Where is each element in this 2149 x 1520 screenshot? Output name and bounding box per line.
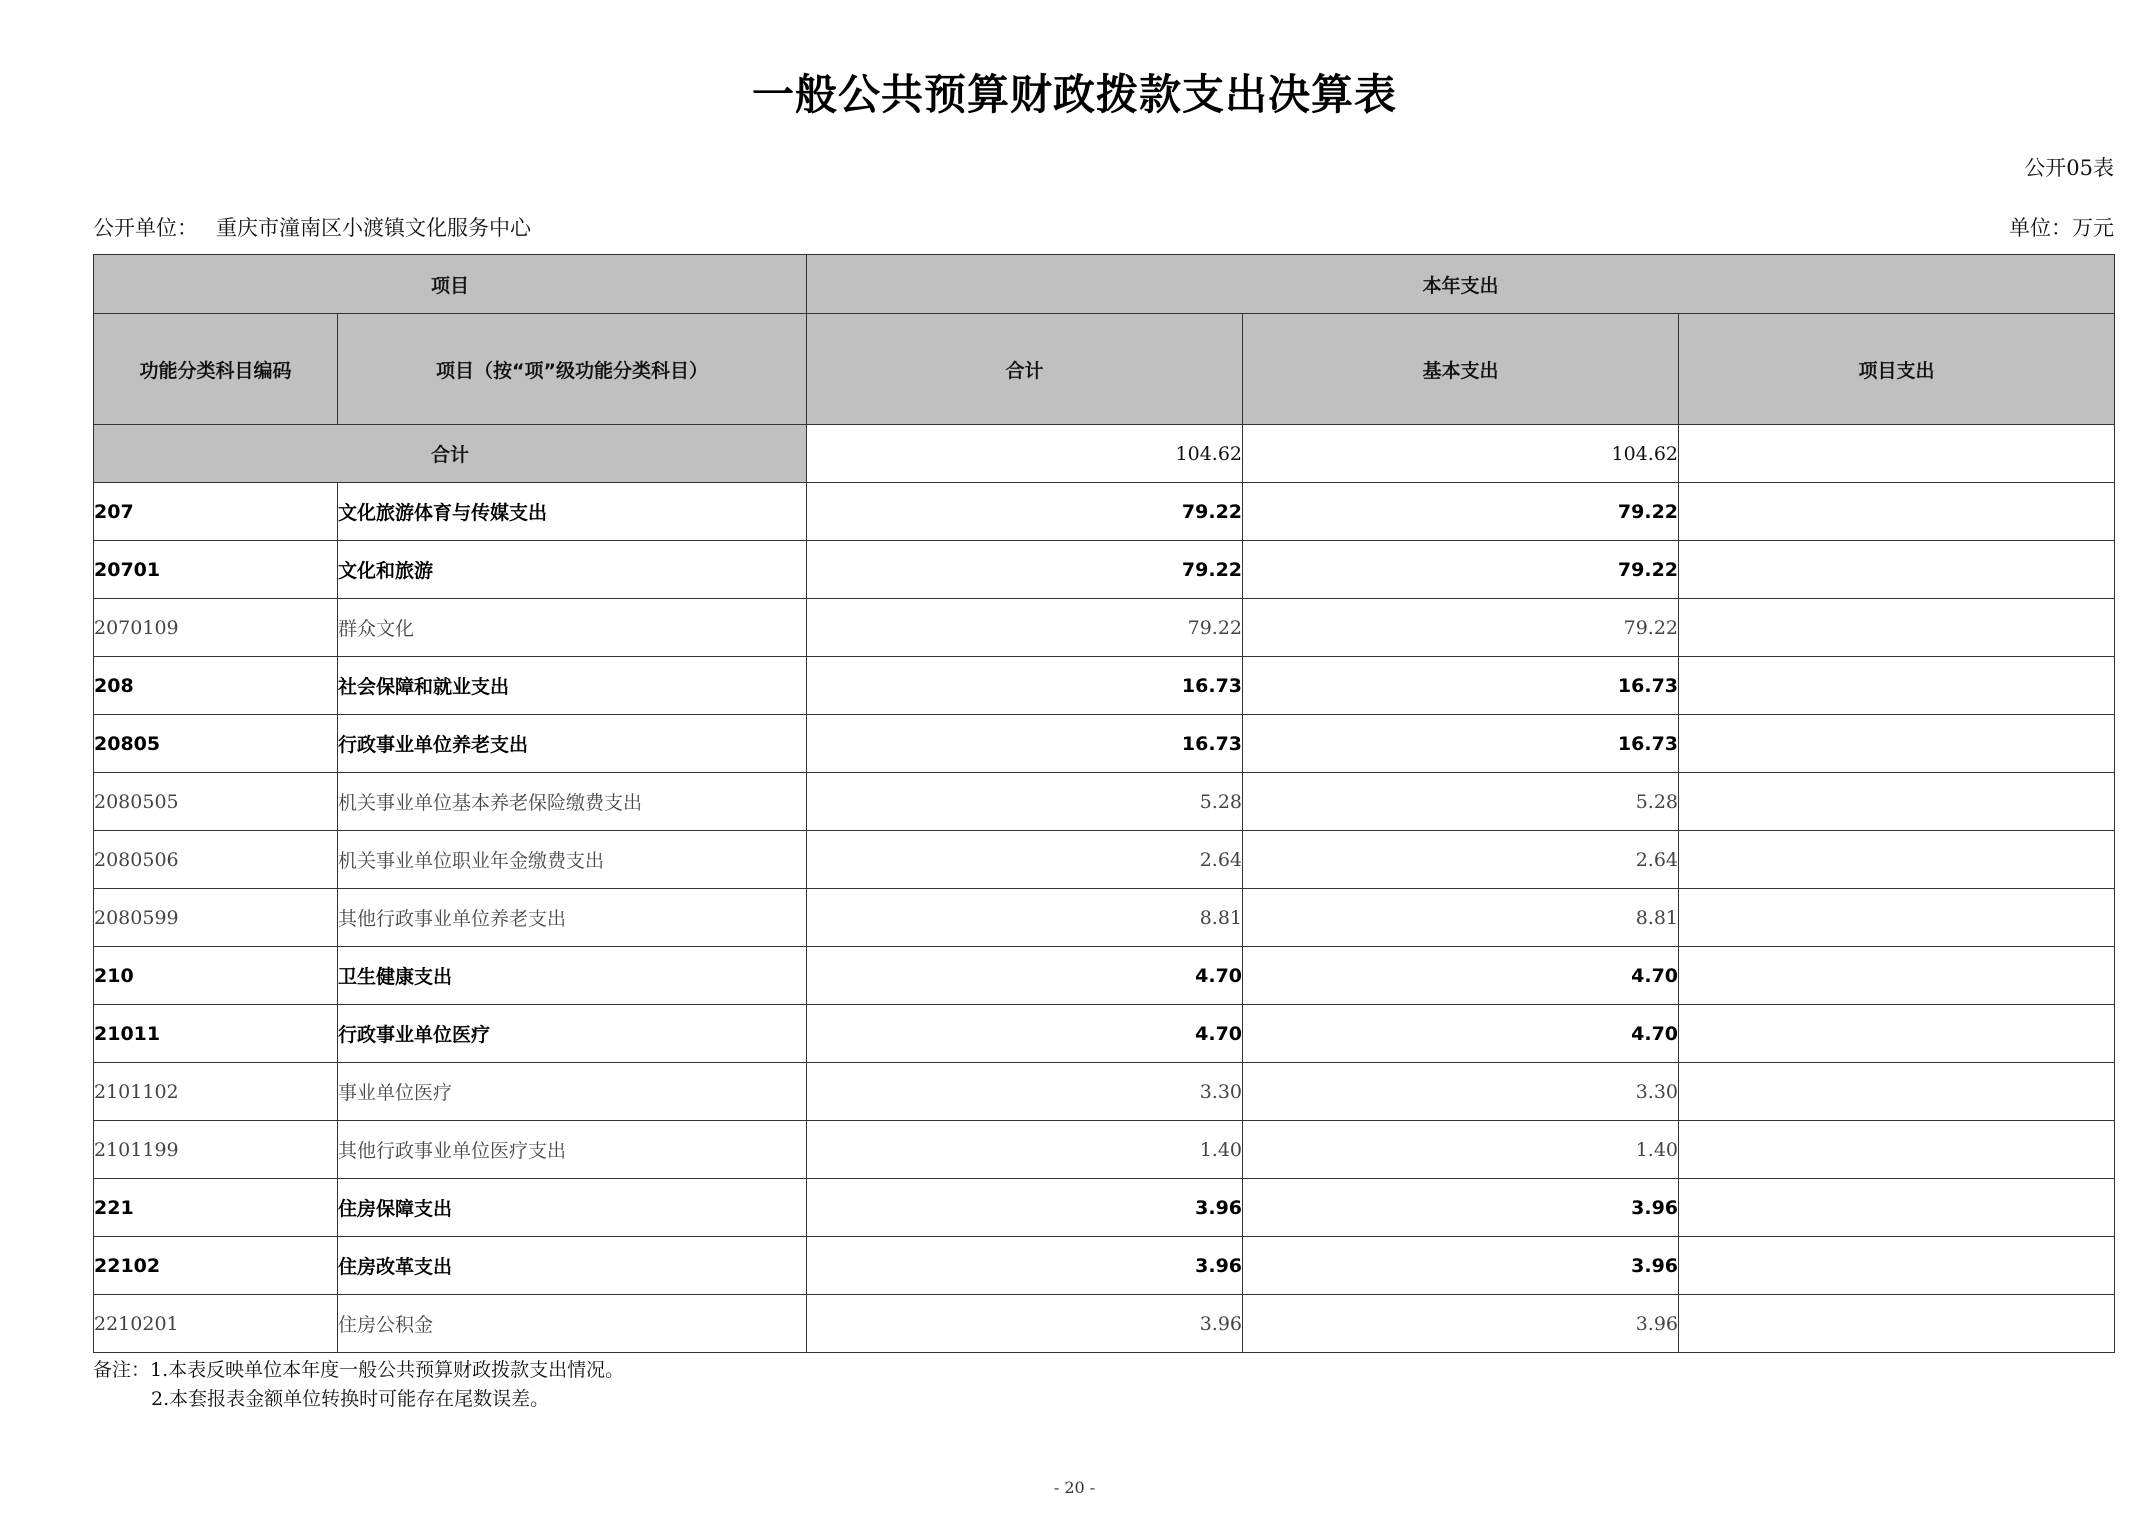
row-project <box>1679 483 2115 541</box>
row-total: 2.64 <box>807 831 1243 889</box>
row-project <box>1679 1063 2115 1121</box>
row-project <box>1679 1295 2115 1353</box>
row-name: 机关事业单位基本养老保险缴费支出 <box>338 773 807 831</box>
row-total: 4.70 <box>807 947 1243 1005</box>
row-total: 79.22 <box>807 541 1243 599</box>
row-project <box>1679 1237 2115 1295</box>
row-project <box>1679 889 2115 947</box>
total-row-project <box>1679 425 2115 483</box>
row-total: 1.40 <box>807 1121 1243 1179</box>
row-total: 3.96 <box>807 1179 1243 1237</box>
total-row-total: 104.62 <box>807 425 1243 483</box>
table-row <box>94 1295 2115 1353</box>
row-code: 210 <box>94 947 338 1005</box>
row-project <box>1679 715 2115 773</box>
row-project <box>1679 1179 2115 1237</box>
row-name: 群众文化 <box>338 599 807 657</box>
row-basic: 79.22 <box>1243 541 1679 599</box>
row-basic: 8.81 <box>1243 889 1679 947</box>
row-basic: 16.73 <box>1243 657 1679 715</box>
row-name: 住房公积金 <box>338 1295 807 1353</box>
row-code: 207 <box>94 483 338 541</box>
row-code: 2080599 <box>94 889 338 947</box>
row-name: 住房保障支出 <box>338 1179 807 1237</box>
row-project <box>1679 1005 2115 1063</box>
row-name: 文化旅游体育与传媒支出 <box>338 483 807 541</box>
row-basic: 4.70 <box>1243 1005 1679 1063</box>
row-project <box>1679 657 2115 715</box>
row-total: 16.73 <box>807 657 1243 715</box>
row-total: 8.81 <box>807 889 1243 947</box>
row-code: 221 <box>94 1179 338 1237</box>
table-row <box>94 889 2115 947</box>
row-code: 2080506 <box>94 831 338 889</box>
row-basic: 3.96 <box>1243 1179 1679 1237</box>
row-project <box>1679 947 2115 1005</box>
table-row <box>94 657 2115 715</box>
unit-name: 重庆市潼南区小渡镇文化服务中心 <box>216 216 531 240</box>
table-row <box>94 1063 2115 1121</box>
row-code: 2210201 <box>94 1295 338 1353</box>
total-row-basic: 104.62 <box>1243 425 1679 483</box>
page-number: - 20 - <box>1053 1478 1096 1497</box>
row-total: 3.96 <box>807 1237 1243 1295</box>
table-row <box>94 715 2115 773</box>
row-project <box>1679 599 2115 657</box>
row-code: 20805 <box>94 715 338 773</box>
row-name: 行政事业单位养老支出 <box>338 715 807 773</box>
row-code: 2101199 <box>94 1121 338 1179</box>
row-total: 16.73 <box>807 715 1243 773</box>
row-name: 卫生健康支出 <box>338 947 807 1005</box>
row-total: 4.70 <box>807 1005 1243 1063</box>
table-number: 公开05表 <box>2024 156 2114 180</box>
row-code: 20701 <box>94 541 338 599</box>
table-row <box>94 1005 2115 1063</box>
row-code: 21011 <box>94 1005 338 1063</box>
row-name: 机关事业单位职业年金缴费支出 <box>338 831 807 889</box>
row-code: 2070109 <box>94 599 338 657</box>
table-row <box>94 599 2115 657</box>
row-basic: 5.28 <box>1243 773 1679 831</box>
row-name: 其他行政事业单位养老支出 <box>338 889 807 947</box>
unit-label: 公开单位： <box>93 216 198 240</box>
unit-info-row <box>93 212 2114 242</box>
row-name: 文化和旅游 <box>338 541 807 599</box>
total-row-label: 合计 <box>94 425 807 483</box>
row-project <box>1679 831 2115 889</box>
table-row <box>94 1121 2115 1179</box>
notes <box>93 1356 624 1414</box>
row-name: 住房改革支出 <box>338 1237 807 1295</box>
row-code: 2101102 <box>94 1063 338 1121</box>
row-code: 2080505 <box>94 773 338 831</box>
table-row <box>94 831 2115 889</box>
row-project <box>1679 541 2115 599</box>
row-basic: 3.96 <box>1243 1295 1679 1353</box>
header-code: 功能分类科目编码 <box>94 314 338 425</box>
row-basic: 4.70 <box>1243 947 1679 1005</box>
row-basic: 2.64 <box>1243 831 1679 889</box>
row-total: 3.96 <box>807 1295 1243 1353</box>
page-title: 一般公共预算财政拨款支出决算表 <box>751 70 1397 119</box>
row-total: 79.22 <box>807 599 1243 657</box>
row-basic: 16.73 <box>1243 715 1679 773</box>
table-row <box>94 1237 2115 1295</box>
row-name: 行政事业单位医疗 <box>338 1005 807 1063</box>
currency-unit: 单位：万元 <box>2009 216 2114 240</box>
table-row <box>94 483 2115 541</box>
header-project-expenditure: 项目支出 <box>1679 314 2115 425</box>
table-row <box>94 947 2115 1005</box>
header-item: 项目（按“项”级功能分类科目） <box>338 314 807 425</box>
row-name: 其他行政事业单位医疗支出 <box>338 1121 807 1179</box>
table-row <box>94 1179 2115 1237</box>
row-code: 22102 <box>94 1237 338 1295</box>
row-total: 3.30 <box>807 1063 1243 1121</box>
row-name: 事业单位医疗 <box>338 1063 807 1121</box>
header-project: 项目 <box>94 255 807 314</box>
expenditure-table <box>93 254 2115 1353</box>
row-project <box>1679 1121 2115 1179</box>
row-name: 社会保障和就业支出 <box>338 657 807 715</box>
table-row <box>94 541 2115 599</box>
row-basic: 1.40 <box>1243 1121 1679 1179</box>
row-basic: 3.96 <box>1243 1237 1679 1295</box>
row-total: 79.22 <box>807 483 1243 541</box>
header-basic: 基本支出 <box>1243 314 1679 425</box>
row-code: 208 <box>94 657 338 715</box>
row-basic: 79.22 <box>1243 599 1679 657</box>
row-basic: 79.22 <box>1243 483 1679 541</box>
table-row <box>94 773 2115 831</box>
note-line-2: 2.本套报表金额单位转换时可能存在尾数误差。 <box>151 1388 550 1410</box>
row-project <box>1679 773 2115 831</box>
row-basic: 3.30 <box>1243 1063 1679 1121</box>
row-total: 5.28 <box>807 773 1243 831</box>
header-current-year: 本年支出 <box>807 255 2115 314</box>
header-total: 合计 <box>807 314 1243 425</box>
note-line-1: 备注：1.本表反映单位本年度一般公共预算财政拨款支出情况。 <box>93 1359 625 1381</box>
